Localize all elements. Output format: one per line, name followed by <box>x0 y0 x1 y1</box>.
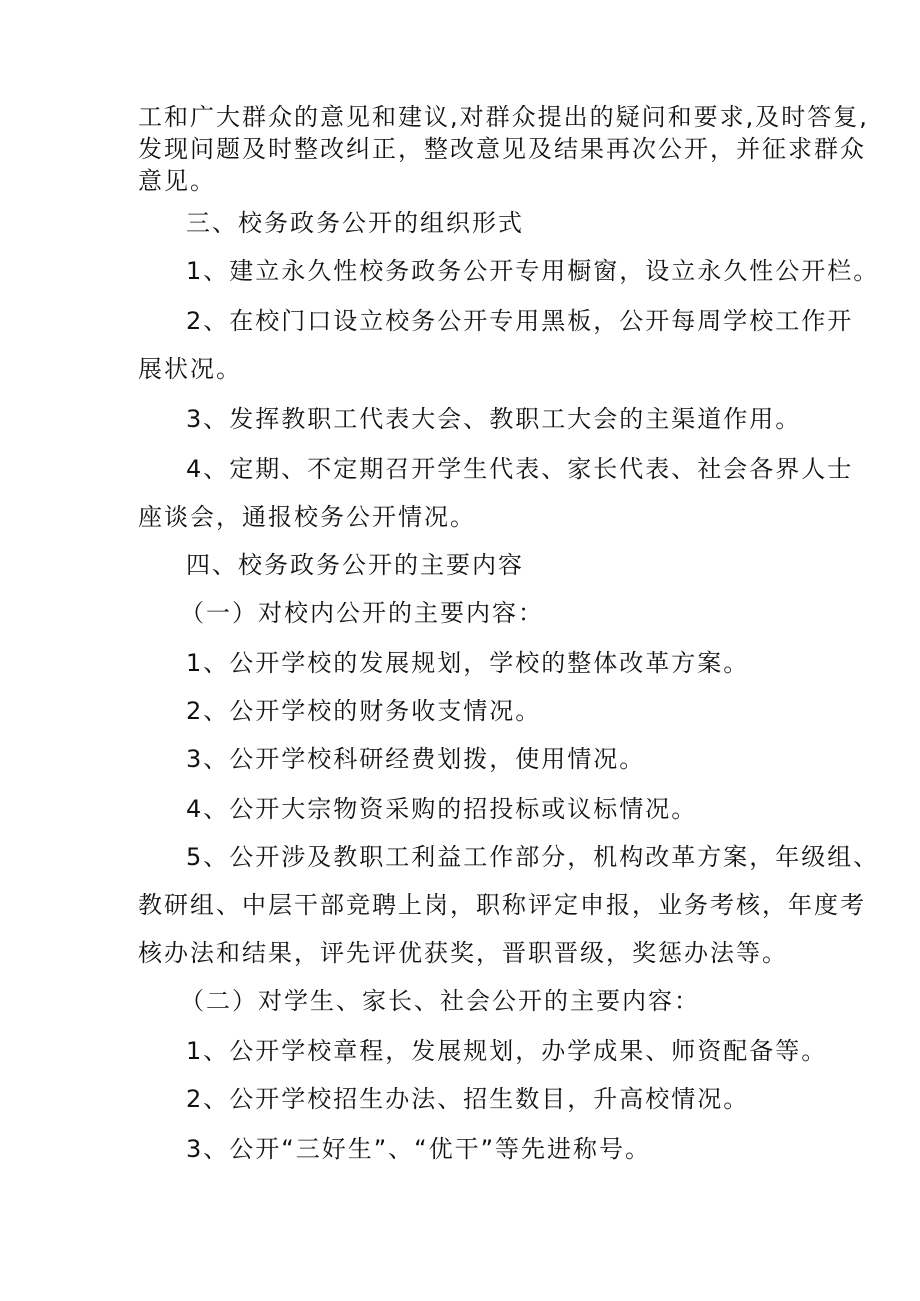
list-item: 3、公开学校科研经费划拨，使用情况。 <box>186 745 646 773</box>
list-item: 1、建立永久性校务政务公开专用橱窗，设立永久性公开栏。 <box>186 257 880 285</box>
list-item: 2、在校门口设立校务公开专用黑板，公开每周学校工作开 <box>186 307 854 335</box>
list-item: 3、发挥教职工代表大会、教职工大会的主渠道作用。 <box>186 405 802 433</box>
paragraph-line: 意见。 <box>138 167 216 195</box>
list-item: 2、公开学校的财务收支情况。 <box>186 697 542 725</box>
paragraph-line: 工和广大群众的意见和建议,对群众提出的疑问和要求,及时答复, <box>138 103 869 131</box>
list-item: 4、定期、不定期召开学生代表、家长代表、社会各界人士 <box>186 455 854 483</box>
section-heading-3: 三、校务政务公开的组织形式 <box>186 209 524 237</box>
list-item-continuation: 教研组、中层干部竞聘上岗，职称评定申报，业务考核，年度考 <box>138 891 866 919</box>
section-heading-4: 四、校务政务公开的主要内容 <box>186 551 524 579</box>
paragraph-line: 发现问题及时整改纠正，整改意见及结果再次公开，并征求群众 <box>138 135 866 163</box>
list-item: 2、公开学校招生办法、招生数目，升高校情况。 <box>186 1085 750 1113</box>
list-item-continuation: 座谈会，通报校务公开情况。 <box>138 503 476 531</box>
list-item-continuation: 核办法和结果，评先评优获奖，晋职晋级，奖惩办法等。 <box>138 939 788 967</box>
subsection-heading-1: （一）对校内公开的主要内容： <box>180 599 544 627</box>
list-item: 3、公开“三好生”、“优干”等先进称号。 <box>186 1135 652 1163</box>
subsection-heading-2: （二）对学生、家长、社会公开的主要内容： <box>180 987 700 1015</box>
list-item: 5、公开涉及教职工利益工作部分，机构改革方案，年级组、 <box>186 843 880 871</box>
list-item: 1、公开学校章程，发展规划，办学成果、师资配备等。 <box>186 1037 828 1065</box>
list-item: 4、公开大宗物资采购的招投标或议标情况。 <box>186 795 698 823</box>
list-item: 1、公开学校的发展规划，学校的整体改革方案。 <box>186 649 750 677</box>
list-item-continuation: 展状况。 <box>138 355 242 383</box>
